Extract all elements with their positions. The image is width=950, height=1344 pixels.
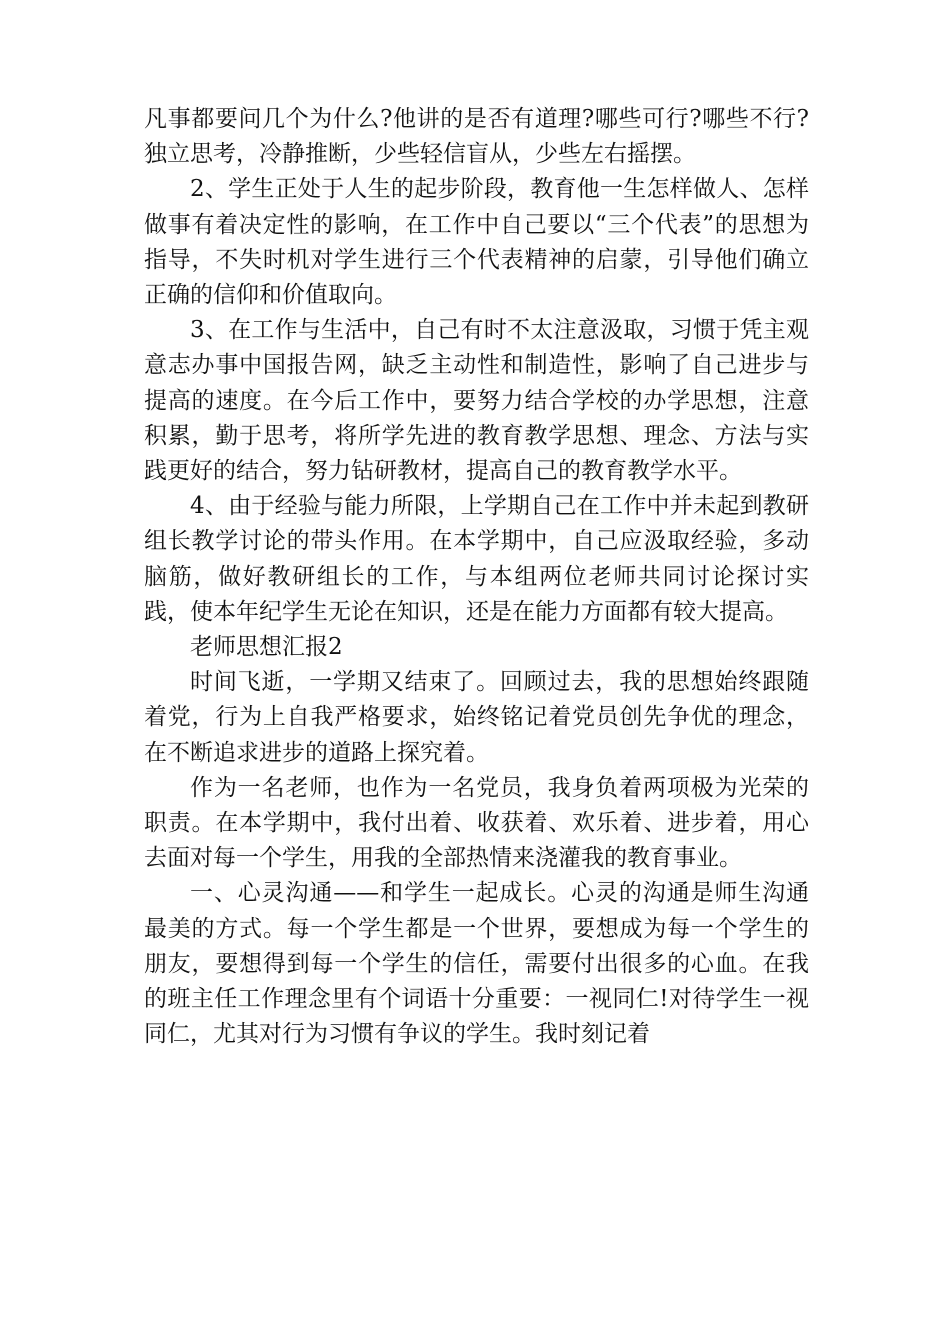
paragraph: 3、在工作与生活中，自己有时不太注意汲取，习惯于凭主观意志办事中国报告网，缺乏主动性和制造性，影响了自己进步与提高的速度。在今后工作中，要努力结合学校的办学思想，注意积累，勤于思考，将所学先进的教育教学思想、理念、方法与实践更好的结合，努力钻研教材，提高自己的教育教学水平。 [144,317,809,485]
paragraph: 时间飞逝，一学期又结束了。回顾过去，我的思想始终跟随着党，行为上自我严格要求，始终铭记着党员创先争优的理念，在不断追求进步的道路上探究着。 [144,669,809,766]
paragraph: 4、由于经验与能力所限，上学期自己在工作中并未起到教研组长教学讨论的带头作用。在本学期中，自己应汲取经验，多动脑筋，做好教研组长的工作，与本组两位老师共同讨论探讨实践，使本年纪学生无论在知识，还是在能力方面都有较大提高。 [144,493,809,625]
paragraph: 2、学生正处于人生的起步阶段，教育他一生怎样做人、怎样做事有着决定性的影响，在工作中自己要以“三个代表”的思想为指导，不失时机对学生进行三个代表精神的启蒙，引导他们确立正确的信仰和价值取向。 [144,176,809,309]
paragraph: 凡事都要问几个为什么?他讲的是否有道理?哪些可行?哪些不行?独立思考，冷静推断，少些轻信盲从，少些左右摇摆。 [144,106,809,168]
section-heading: 老师思想汇报2 [190,634,343,661]
document-body [144,102,809,1052]
paragraph: 一、心灵沟通——和学生一起成长。心灵的沟通是师生沟通最美的方式。每一个学生都是一个世界，要想成为每一个学生的朋友，要想得到每一个学生的信任，需要付出很多的心血。在我的班主任工作理念里有个词语十分重要：一视同仁!对待学生一视同仁，尤其对行为习惯有争议的学生。我时刻记着 [144,880,809,1048]
paragraph: 作为一名老师，也作为一名党员，我身负着两项极为光荣的职责。在本学期中，我付出着、收获着、欢乐着、进步着，用心去面对每一个学生，用我的全部热情来浇灌我的教育事业。 [144,774,809,872]
